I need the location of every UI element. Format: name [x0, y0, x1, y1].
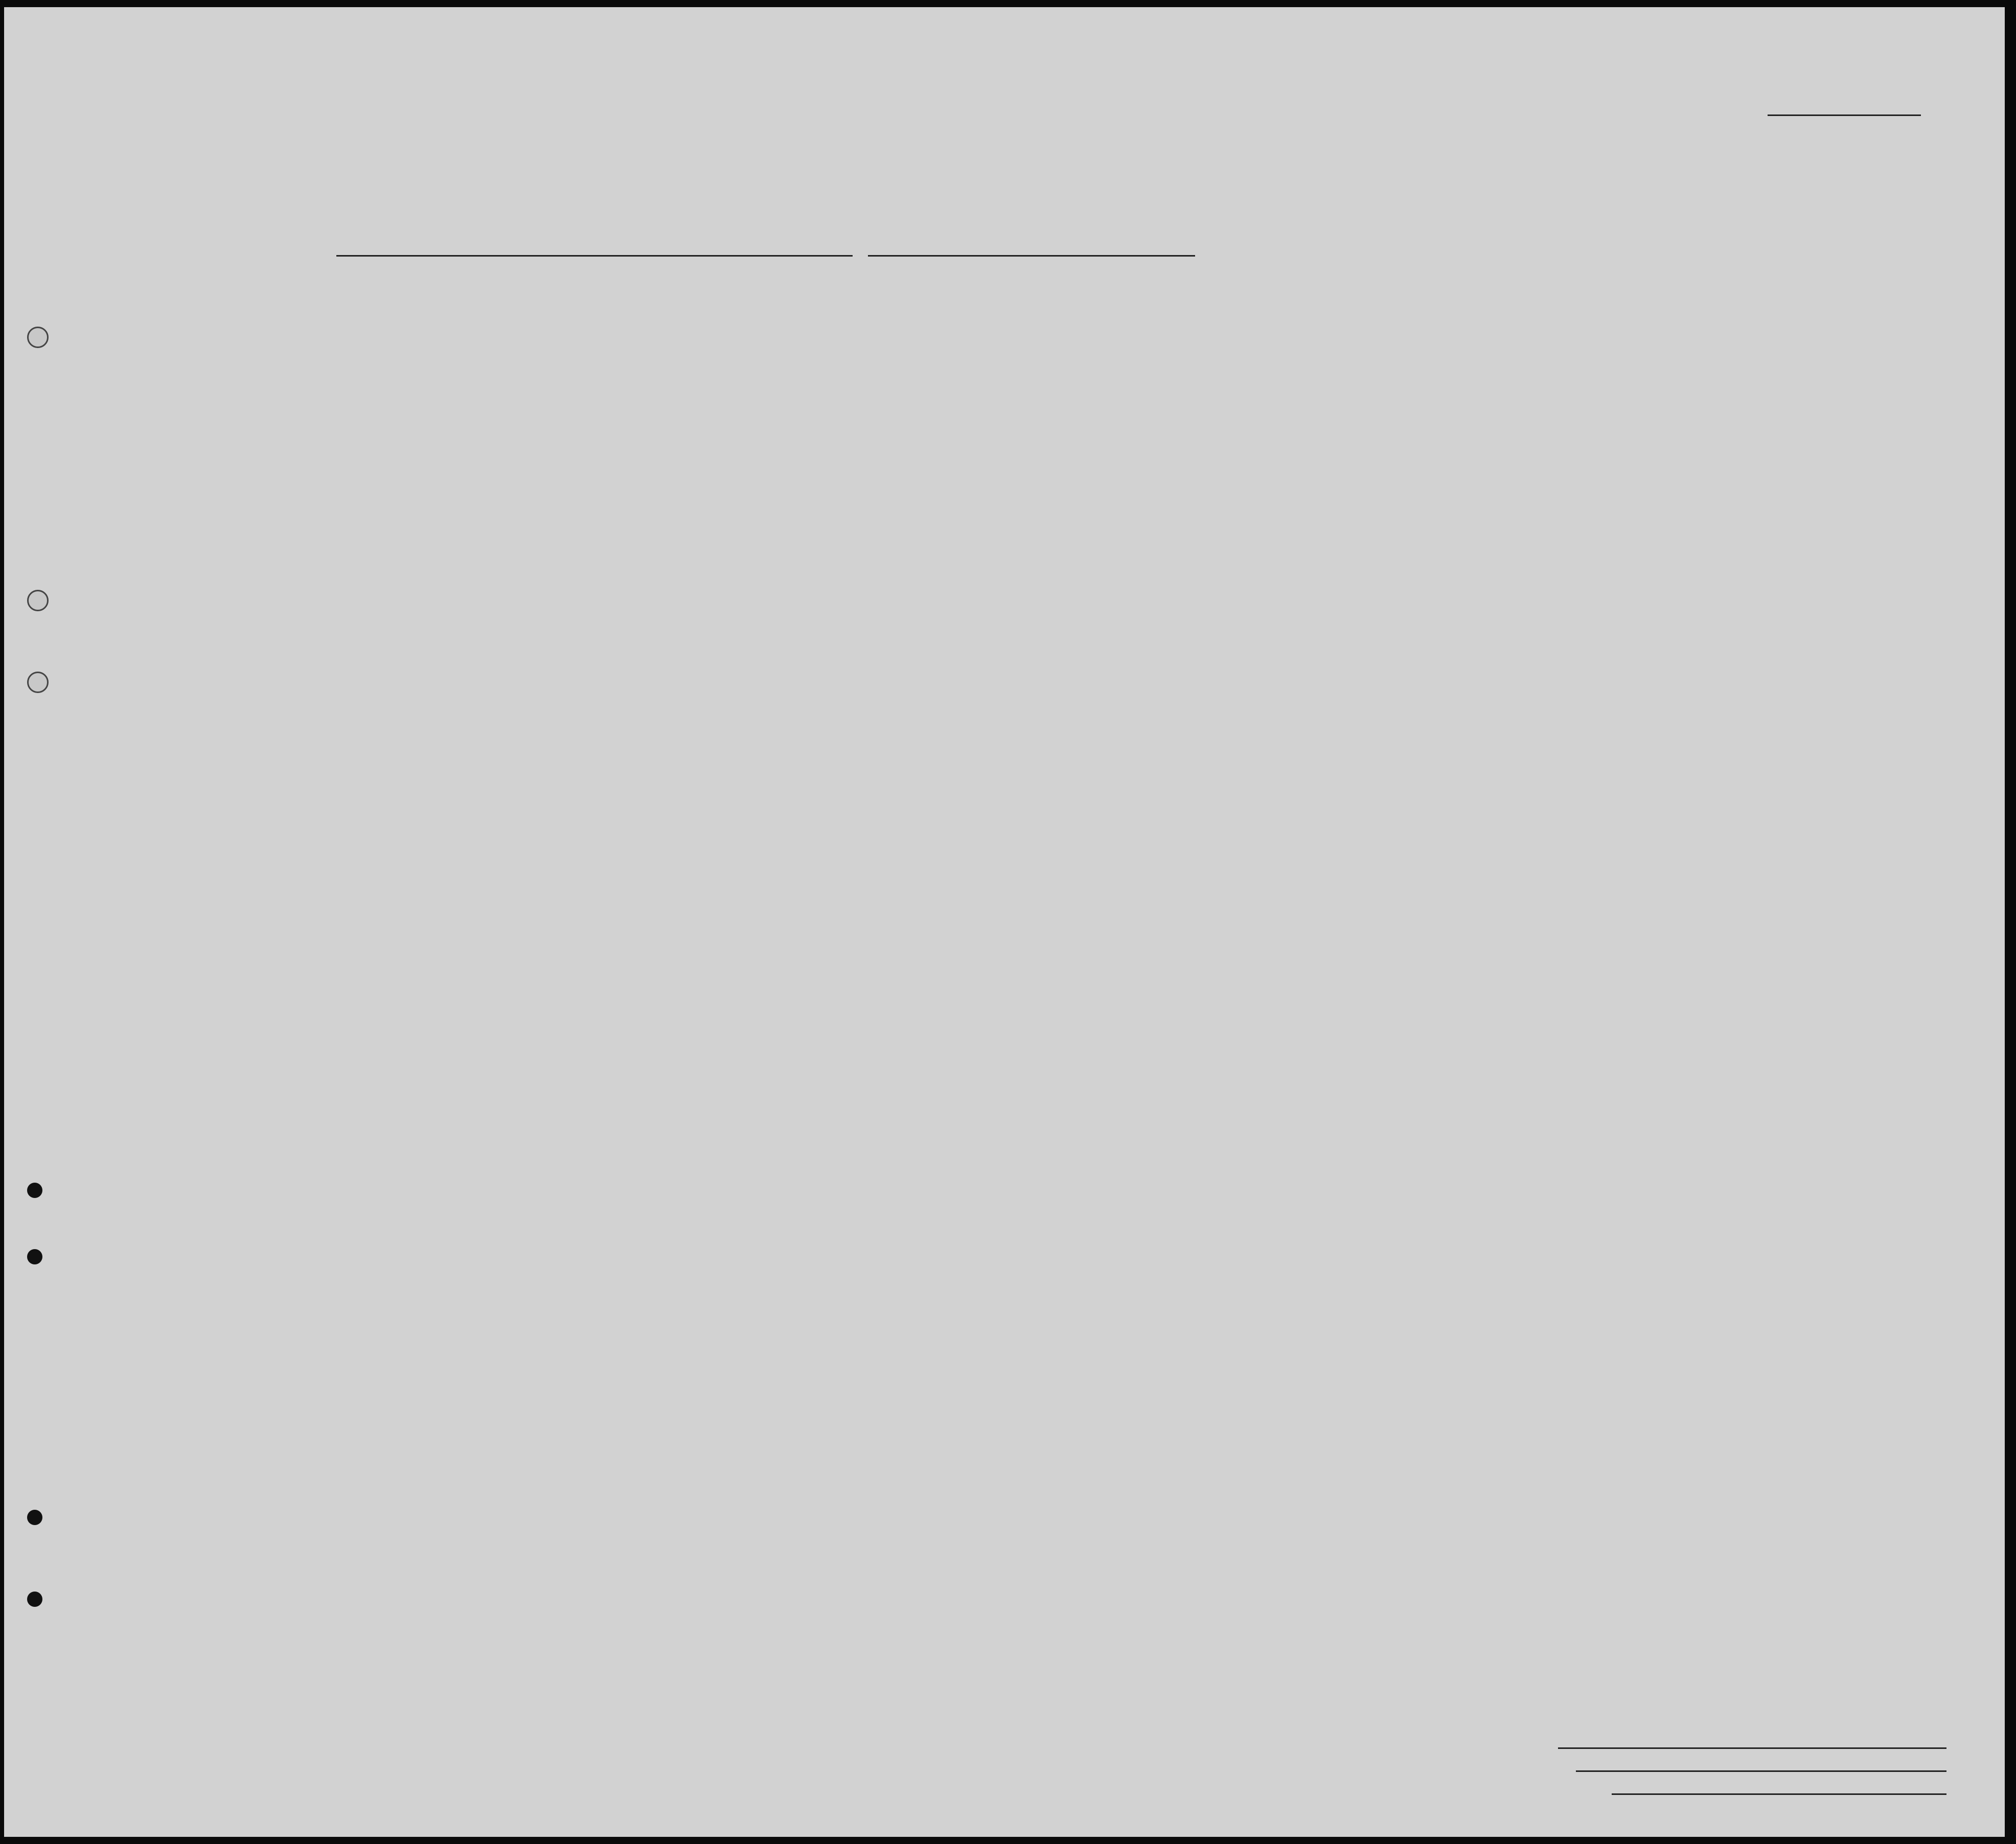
- binder-ring: [27, 327, 49, 348]
- binder-ring: [27, 590, 49, 611]
- binder-hole: [27, 1183, 42, 1198]
- manifest-sheet: [4, 7, 2005, 1837]
- line-underline: [1558, 1747, 1946, 1749]
- owners-underline: [1576, 1770, 1946, 1772]
- binder-ring: [27, 672, 49, 693]
- binder-hole: [27, 1249, 42, 1264]
- agents-underline: [1612, 1793, 1946, 1795]
- binder-hole: [27, 1510, 42, 1525]
- binder-hole: [27, 1592, 42, 1607]
- table-grid: [4, 7, 2005, 1837]
